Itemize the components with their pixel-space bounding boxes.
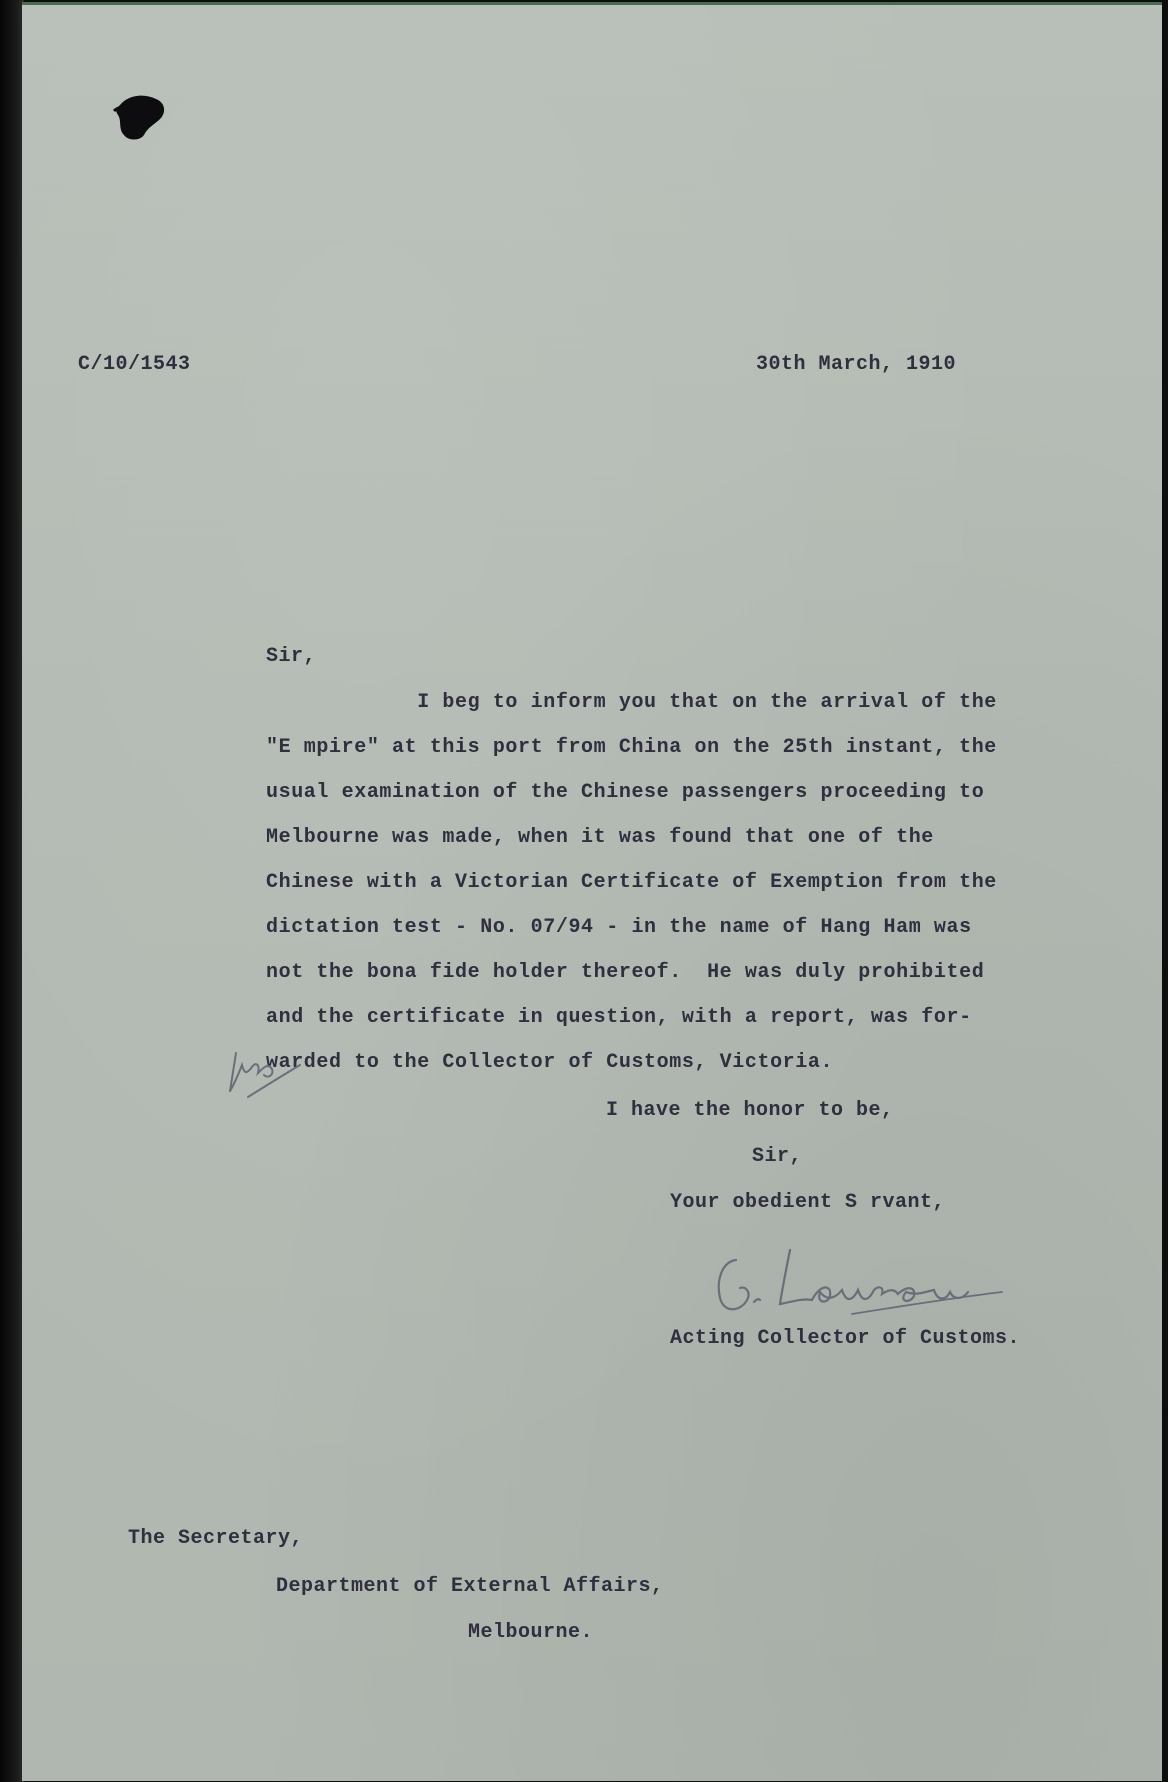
signatory-title: Acting Collector of Customs. xyxy=(670,1327,1021,1350)
addressee-line: Melbourne. xyxy=(468,1621,594,1644)
closing-line: Sir, xyxy=(752,1145,803,1168)
punch-hole-icon xyxy=(110,91,170,143)
body-line: and the certificate in question, with a report, was for- xyxy=(266,1006,972,1029)
body-line: Melbourne was made, when it was found that one of the xyxy=(266,826,934,849)
body-line: usual examination of the Chinese passengers proceeding to xyxy=(266,781,985,804)
body-line: I beg to inform you that on the arrival of the xyxy=(266,691,997,714)
closing-line: Your obedient S rvant, xyxy=(670,1191,946,1214)
scan-edge xyxy=(0,0,24,1782)
body-line: dictation test - No. 07/94 - in the name of Hang Ham was xyxy=(266,916,972,939)
body-line: not the bona fide holder thereof. He was duly prohibited xyxy=(266,961,985,984)
marginal-initials-icon xyxy=(228,1045,304,1105)
body-line: warded to the Collector of Customs, Victoria. xyxy=(266,1051,834,1074)
handwritten-signature-icon xyxy=(702,1240,1022,1330)
letter-sheet xyxy=(22,2,1162,1781)
addressee-line: Department of External Affairs, xyxy=(276,1575,664,1598)
closing-line: I have the honor to be, xyxy=(606,1099,894,1122)
body-line: "E mpire" at this port from China on the 25th instant, the xyxy=(266,736,997,759)
reference-number: C/10/1543 xyxy=(78,353,191,376)
letter-date: 30th March, 1910 xyxy=(756,353,957,376)
salutation: Sir, xyxy=(266,645,317,668)
body-line: Chinese with a Victorian Certificate of Exemption from the xyxy=(266,871,997,894)
addressee-line: The Secretary, xyxy=(128,1527,304,1550)
